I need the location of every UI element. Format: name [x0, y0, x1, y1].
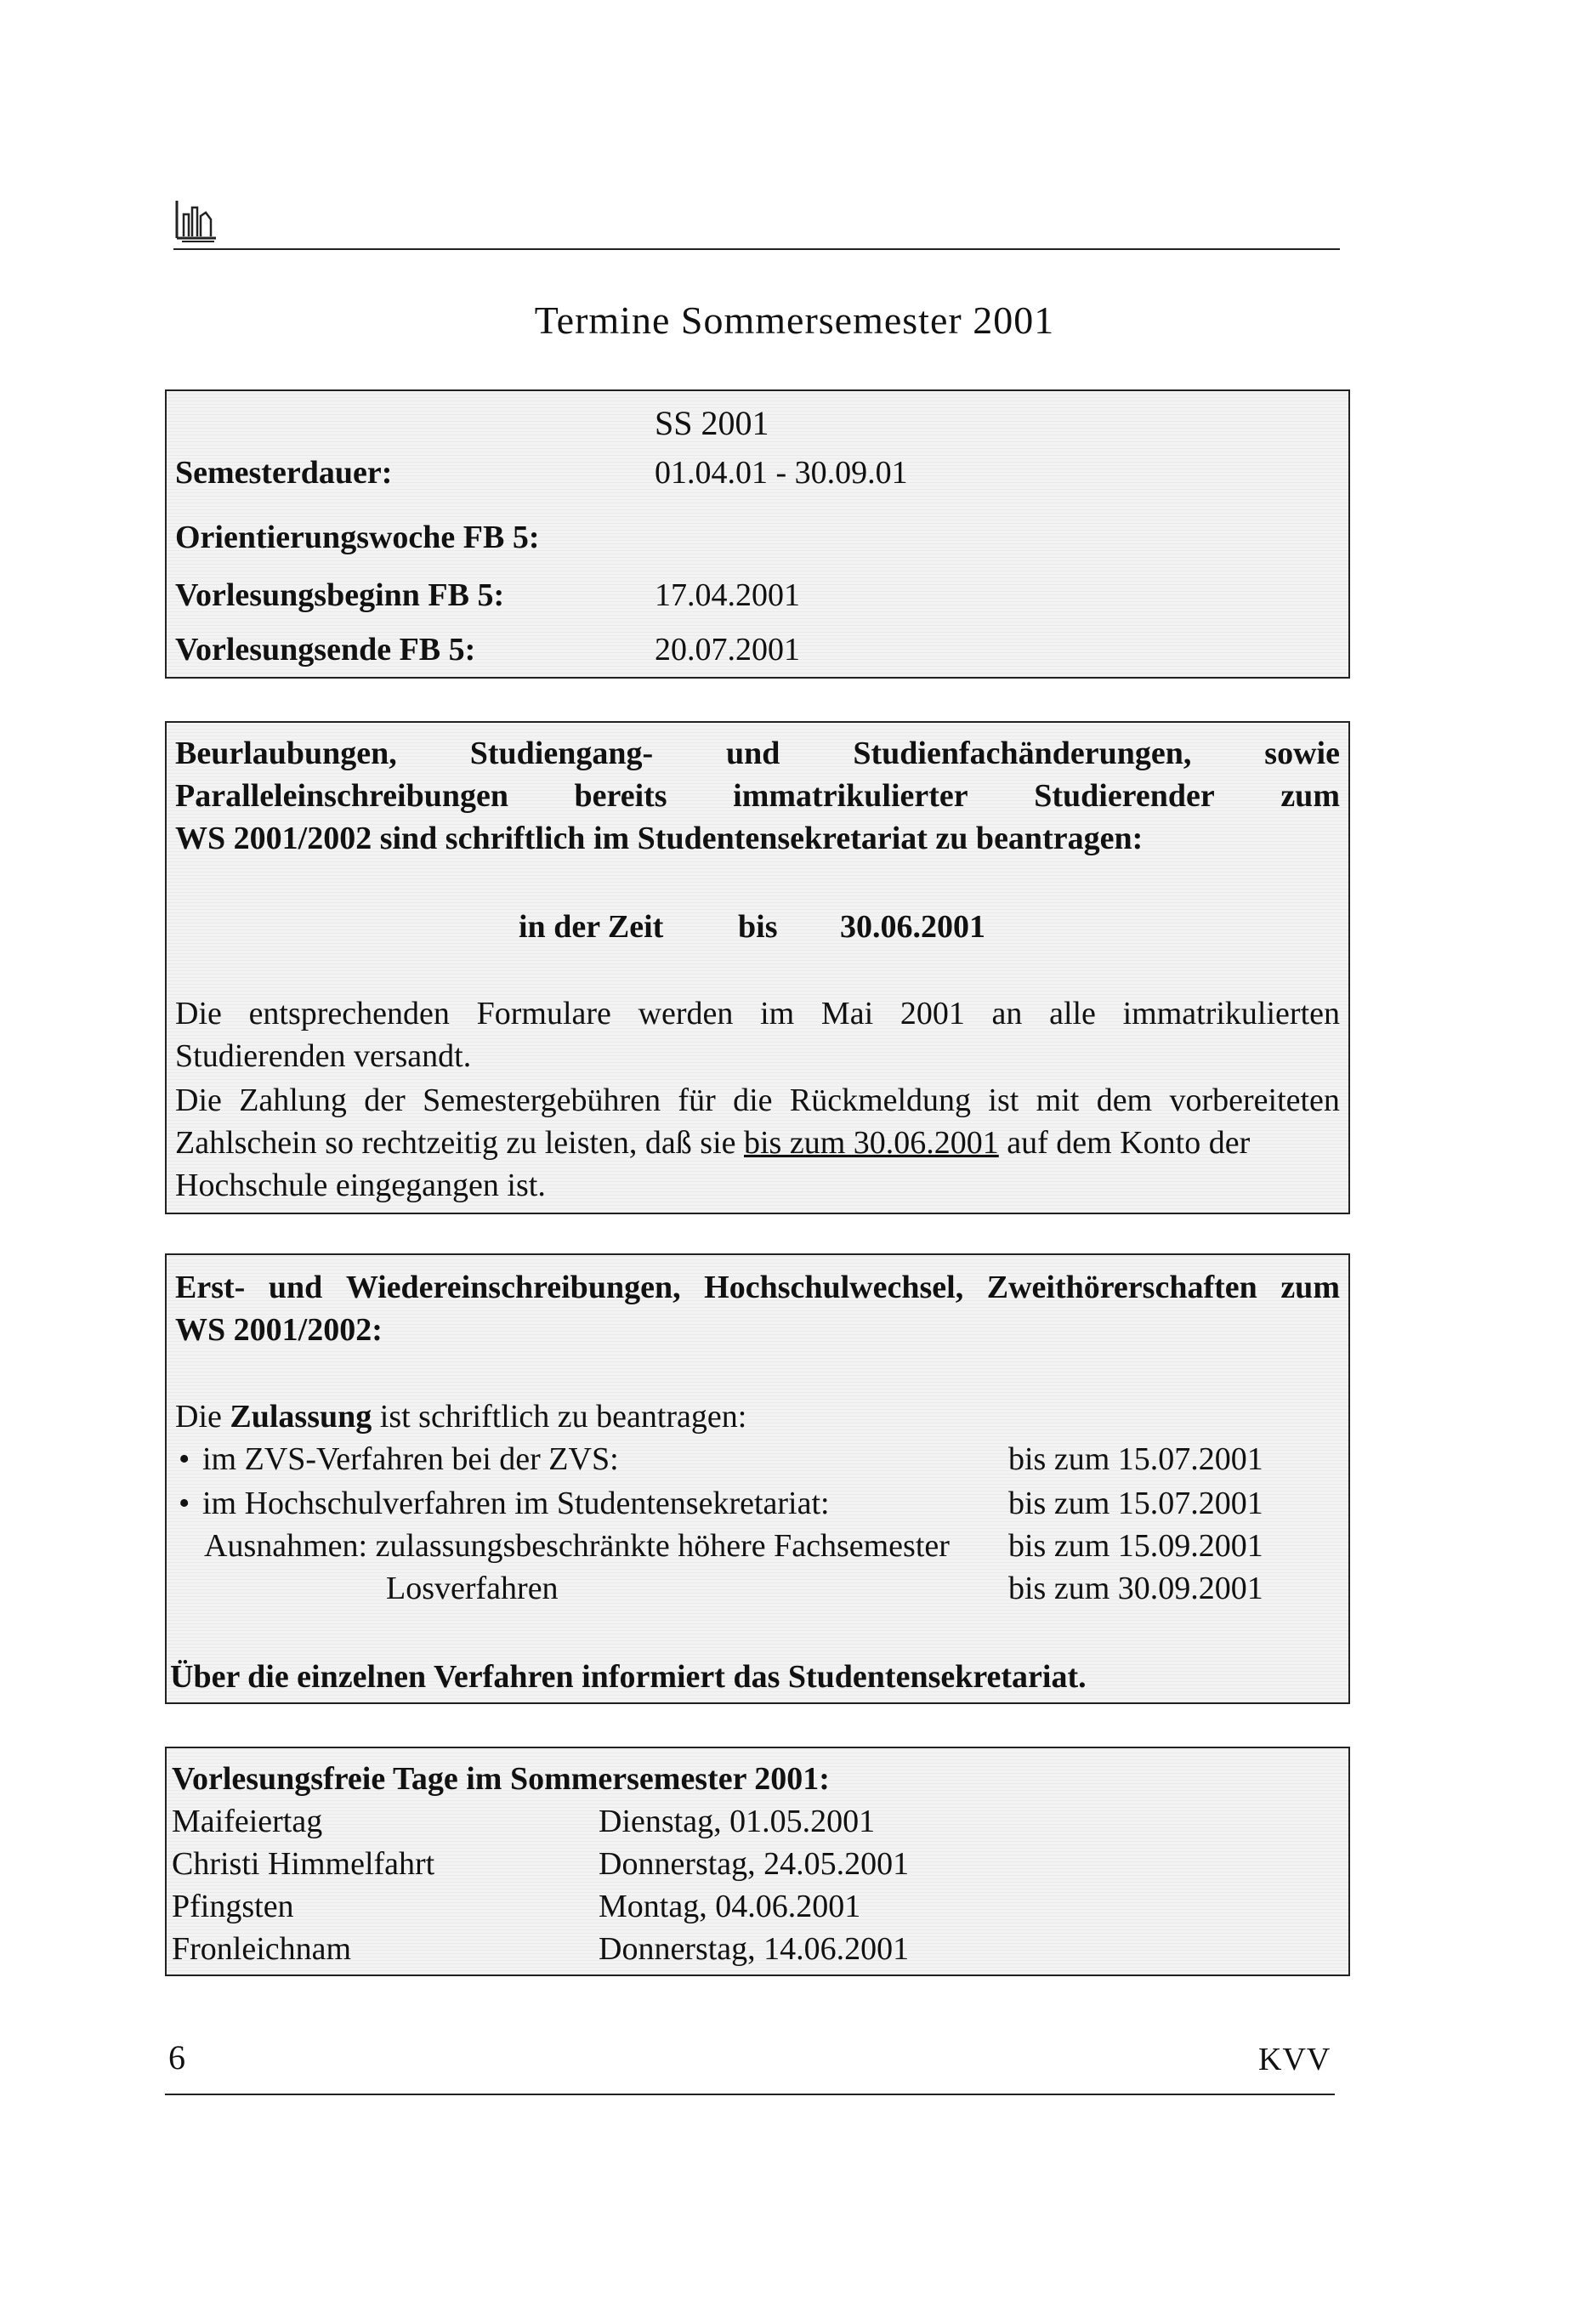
lecture-start-label: Vorlesungsbeginn FB 5: [175, 577, 505, 613]
holiday-name: Maifeiertag [172, 1804, 323, 1839]
orientation-week-label: Orientierungswoche FB 5: [175, 520, 540, 555]
word: 2001 [899, 996, 965, 1031]
word: Beurlaubungen, [175, 736, 397, 771]
admission-term: Zulassung [230, 1399, 372, 1435]
holiday-date: Donnerstag, 14.06.2001 [599, 1931, 910, 1967]
forms-line-2: Studierenden versandt. [175, 1038, 472, 1074]
university-procedure-deadline: bis zum 15.07.2001 [1008, 1486, 1263, 1521]
word: an [991, 996, 1023, 1031]
fee-line-2-start: Zahlschein so rechtzeitig zu leisten, daß sie [175, 1125, 744, 1161]
word: bereits [574, 778, 667, 814]
admission-intro [175, 1398, 746, 1435]
fee-deadline: bis zum 30.06.2001 [744, 1125, 999, 1161]
holiday-date: Donnerstag, 24.05.2001 [599, 1846, 910, 1882]
word: der [364, 1082, 406, 1118]
leave-heading-line-2 [175, 777, 1340, 815]
forms-line-1 [175, 995, 1340, 1032]
word: die [733, 1082, 773, 1118]
word: Hochschulwechsel, [704, 1270, 964, 1305]
word: sowie [1264, 736, 1340, 771]
intro-end: ist schriftlich zu beantragen: [372, 1399, 747, 1435]
enrollment-heading-line-1 [175, 1269, 1340, 1306]
semester-duration-value: 01.04.01 - 30.09.01 [655, 455, 908, 491]
word: immatrikulierten [1122, 996, 1340, 1031]
footer-label: KVV [1258, 2042, 1331, 2077]
semester-duration-label: Semesterdauer: [175, 455, 393, 491]
word: zum [1280, 778, 1340, 814]
word: vorbereiteten [1169, 1082, 1340, 1118]
lecture-end-label: Vorlesungsende FB 5: [175, 632, 476, 668]
lottery-label: Losverfahren [386, 1571, 559, 1606]
holiday-name: Fronleichnam [172, 1931, 352, 1967]
lecture-end-value: 20.07.2001 [655, 632, 800, 668]
institution-logo-icon [173, 194, 219, 245]
leave-changes-box [165, 721, 1350, 1214]
word: Die [175, 1082, 222, 1118]
holiday-date: Montag, 04.06.2001 [599, 1889, 861, 1924]
fee-line-3: Hochschule eingegangen ist. [175, 1168, 546, 1203]
procedures-info-note: Über die einzelnen Verfahren informiert das Studentensekretariat. [170, 1659, 1087, 1695]
holidays-heading: Vorlesungsfreie Tage im Sommersemester 2001: [172, 1761, 830, 1797]
word: Semestergebühren [423, 1082, 661, 1118]
word: Formulare [476, 996, 611, 1031]
word: und [268, 1270, 323, 1305]
word: Erst- [175, 1270, 246, 1305]
university-procedure-label: im Hochschulverfahren im Studentensekretariat: [202, 1486, 830, 1521]
lecture-start-value: 17.04.2001 [655, 577, 800, 613]
word: Zahlung [239, 1082, 347, 1118]
word: mit [1036, 1082, 1080, 1118]
fee-line-2 [175, 1124, 1250, 1162]
word: Studierender [1034, 778, 1215, 814]
word: Studiengang- [469, 736, 654, 771]
word: Rückmeldung [789, 1082, 972, 1118]
holiday-date: Dienstag, 01.05.2001 [599, 1804, 876, 1839]
word: Wiedereinschreibungen, [345, 1270, 681, 1305]
word: dem [1096, 1082, 1153, 1118]
word: Zweithörerschaften [986, 1270, 1257, 1305]
enrollment-box [165, 1253, 1350, 1704]
period-date: 30.06.2001 [840, 909, 985, 945]
word: im [760, 996, 795, 1031]
enrollment-heading-line-2: WS 2001/2002: [175, 1312, 383, 1348]
header-rule [173, 248, 1340, 250]
period-bis: bis [738, 909, 778, 945]
exception-deadline: bis zum 15.09.2001 [1008, 1528, 1263, 1564]
word: ist [988, 1082, 1019, 1118]
exception-label: Ausnahmen: zulassungsbeschränkte höhere Fachsemester [204, 1528, 950, 1564]
leave-heading-line-1 [175, 735, 1340, 772]
page-title: Termine Sommersemester 2001 [534, 298, 1055, 342]
bullet-icon: • [179, 1441, 190, 1477]
word: entsprechenden [248, 996, 450, 1031]
word: alle [1049, 996, 1096, 1031]
holiday-name: Pfingsten [172, 1889, 294, 1924]
bullet-icon: • [179, 1486, 190, 1521]
semester-dates-box [165, 389, 1350, 679]
intro-start: Die [175, 1399, 230, 1435]
word: Die [175, 996, 222, 1031]
footer-rule [165, 2094, 1335, 2095]
holidays-box [165, 1747, 1350, 1976]
word: Mai [820, 996, 874, 1031]
page-number: 6 [168, 2038, 185, 2077]
word: werden [638, 996, 734, 1031]
word: immatrikulierter [733, 778, 968, 814]
word: Studienfachänderungen, [853, 736, 1192, 771]
fee-line-2-end: auf dem Konto der [998, 1125, 1251, 1161]
word: und [726, 736, 780, 771]
period-label: in der Zeit [519, 909, 664, 945]
fee-line-1 [175, 1082, 1340, 1119]
word: Paralleleinschreibungen [175, 778, 508, 814]
zvs-procedure-deadline: bis zum 15.07.2001 [1008, 1441, 1263, 1477]
leave-heading-line-3: WS 2001/2002 sind schriftlich im Studentensekretariat zu beantragen: [175, 821, 1144, 856]
zvs-procedure-label: im ZVS-Verfahren bei der ZVS: [202, 1441, 619, 1477]
holiday-name: Christi Himmelfahrt [172, 1846, 435, 1882]
lottery-deadline: bis zum 30.09.2001 [1008, 1571, 1263, 1606]
word: zum [1280, 1270, 1340, 1305]
word: für [678, 1082, 716, 1118]
column-heading: SS 2001 [655, 404, 769, 442]
